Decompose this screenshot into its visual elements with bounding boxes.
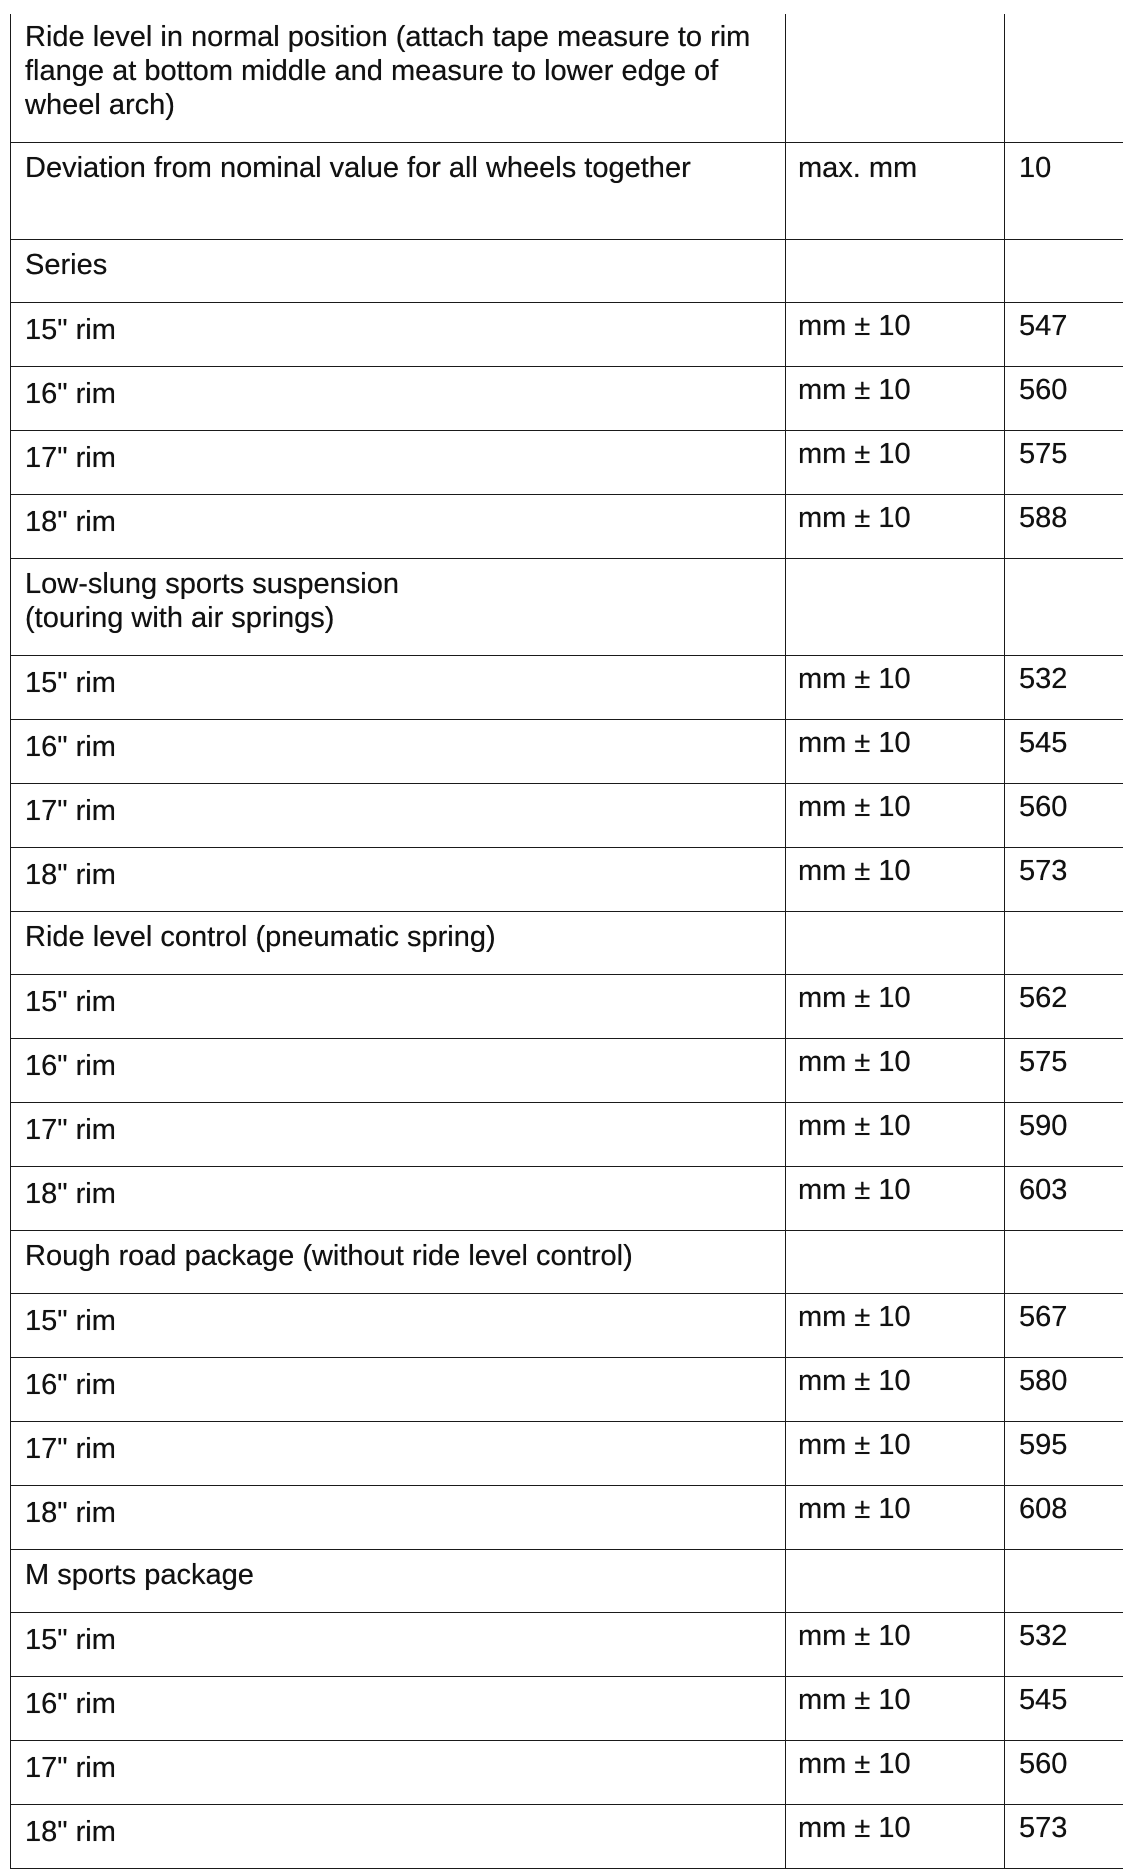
ride-height-value: 588: [1005, 495, 1123, 559]
table-row: [11, 303, 1123, 367]
deviation-label: Deviation from nominal value for all wheels together: [11, 143, 786, 240]
group-value-cell: [1005, 559, 1123, 656]
tolerance-unit: mm ± 10: [786, 367, 1005, 431]
group-value-cell: [1005, 1550, 1123, 1613]
rim-size: 16" rim: [11, 367, 786, 431]
table-row: [11, 784, 1123, 848]
table-row: [11, 1294, 1123, 1358]
group-title: Series: [11, 240, 786, 303]
table-row: [11, 1486, 1123, 1550]
table-row: [11, 1358, 1123, 1422]
tolerance-unit: mm ± 10: [786, 1167, 1005, 1231]
tolerance-unit: mm ± 10: [786, 495, 1005, 559]
deviation-unit: max. mm: [786, 143, 1005, 240]
group-header-row: [11, 912, 1123, 975]
group-title: M sports package: [11, 1550, 786, 1613]
table-row: [11, 1039, 1123, 1103]
ride-height-value: 573: [1005, 1805, 1123, 1869]
table-row: [11, 1422, 1123, 1486]
table-row: [11, 495, 1123, 559]
tolerance-unit: mm ± 10: [786, 1294, 1005, 1358]
rim-size: 17" rim: [11, 431, 786, 495]
table-row: [11, 656, 1123, 720]
tolerance-unit: mm ± 10: [786, 1039, 1005, 1103]
group-title: Low-slung sports suspension (touring with air springs): [11, 559, 786, 656]
group-title: Ride level control (pneumatic spring): [11, 912, 786, 975]
group-unit-cell: [786, 912, 1005, 975]
group-unit-cell: [786, 559, 1005, 656]
rim-size: 15" rim: [11, 1294, 786, 1358]
tolerance-unit: mm ± 10: [786, 656, 1005, 720]
tolerance-unit: mm ± 10: [786, 1422, 1005, 1486]
tolerance-unit: mm ± 10: [786, 848, 1005, 912]
rim-size: 15" rim: [11, 975, 786, 1039]
tolerance-unit: mm ± 10: [786, 1358, 1005, 1422]
group-value-cell: [1005, 1231, 1123, 1294]
tolerance-unit: mm ± 10: [786, 431, 1005, 495]
tolerance-unit: mm ± 10: [786, 975, 1005, 1039]
rim-size: 15" rim: [11, 656, 786, 720]
ride-height-value: 532: [1005, 1613, 1123, 1677]
tolerance-unit: mm ± 10: [786, 1103, 1005, 1167]
rim-size: 18" rim: [11, 1805, 786, 1869]
ride-height-value: 567: [1005, 1294, 1123, 1358]
table-row: [11, 1613, 1123, 1677]
table-row: [11, 431, 1123, 495]
ride-height-value: 560: [1005, 367, 1123, 431]
ride-height-value: 603: [1005, 1167, 1123, 1231]
table-row: [11, 1741, 1123, 1805]
ride-height-value: 595: [1005, 1422, 1123, 1486]
table-row: [11, 848, 1123, 912]
ride-height-value: 590: [1005, 1103, 1123, 1167]
group-header-row: [11, 1231, 1123, 1294]
group-title: Rough road package (without ride level control): [11, 1231, 786, 1294]
ride-height-value: 547: [1005, 303, 1123, 367]
table-header-row: [11, 14, 1123, 143]
tolerance-unit: mm ± 10: [786, 1741, 1005, 1805]
rim-size: 17" rim: [11, 1741, 786, 1805]
ride-height-value: 545: [1005, 1677, 1123, 1741]
deviation-row: [11, 143, 1123, 240]
rim-size: 15" rim: [11, 1613, 786, 1677]
ride-height-value: 580: [1005, 1358, 1123, 1422]
group-unit-cell: [786, 1550, 1005, 1613]
group-value-cell: [1005, 912, 1123, 975]
table-row: [11, 367, 1123, 431]
header-value-cell: [1005, 14, 1123, 143]
ride-height-value: 560: [1005, 1741, 1123, 1805]
rim-size: 16" rim: [11, 720, 786, 784]
group-value-cell: [1005, 240, 1123, 303]
ride-height-value: 532: [1005, 656, 1123, 720]
table-row: [11, 720, 1123, 784]
ride-height-value: 608: [1005, 1486, 1123, 1550]
group-unit-cell: [786, 240, 1005, 303]
tolerance-unit: mm ± 10: [786, 1677, 1005, 1741]
tolerance-unit: mm ± 10: [786, 1613, 1005, 1677]
rim-size: 16" rim: [11, 1039, 786, 1103]
rim-size: 18" rim: [11, 495, 786, 559]
ride-height-value: 575: [1005, 431, 1123, 495]
tolerance-unit: mm ± 10: [786, 720, 1005, 784]
table-row: [11, 975, 1123, 1039]
ride-height-value: 573: [1005, 848, 1123, 912]
ride-height-value: 560: [1005, 784, 1123, 848]
rim-size: 17" rim: [11, 784, 786, 848]
table-row: [11, 1103, 1123, 1167]
rim-size: 17" rim: [11, 1103, 786, 1167]
group-header-row: [11, 240, 1123, 303]
table-row: [11, 1805, 1123, 1869]
tolerance-unit: mm ± 10: [786, 1805, 1005, 1869]
rim-size: 18" rim: [11, 1486, 786, 1550]
tolerance-unit: mm ± 10: [786, 784, 1005, 848]
group-unit-cell: [786, 1231, 1005, 1294]
rim-size: 16" rim: [11, 1677, 786, 1741]
ride-height-value: 562: [1005, 975, 1123, 1039]
rim-size: 18" rim: [11, 1167, 786, 1231]
rim-size: 15" rim: [11, 303, 786, 367]
rim-size: 16" rim: [11, 1358, 786, 1422]
ride-height-value: 545: [1005, 720, 1123, 784]
tolerance-unit: mm ± 10: [786, 303, 1005, 367]
rim-size: 18" rim: [11, 848, 786, 912]
ride-level-table-body: [11, 14, 1123, 1869]
ride-height-value: 575: [1005, 1039, 1123, 1103]
deviation-value: 10: [1005, 143, 1123, 240]
rim-size: 17" rim: [11, 1422, 786, 1486]
header-unit-cell: [786, 14, 1005, 143]
tolerance-unit: mm ± 10: [786, 1486, 1005, 1550]
group-header-row: [11, 1550, 1123, 1613]
ride-level-table: [10, 14, 1123, 1869]
group-header-row: [11, 559, 1123, 656]
table-row: [11, 1677, 1123, 1741]
table-row: [11, 1167, 1123, 1231]
header-description: Ride level in normal position (attach tape measure to rim flange at bottom middle and measure to lower edge of wheel arch): [11, 14, 786, 143]
